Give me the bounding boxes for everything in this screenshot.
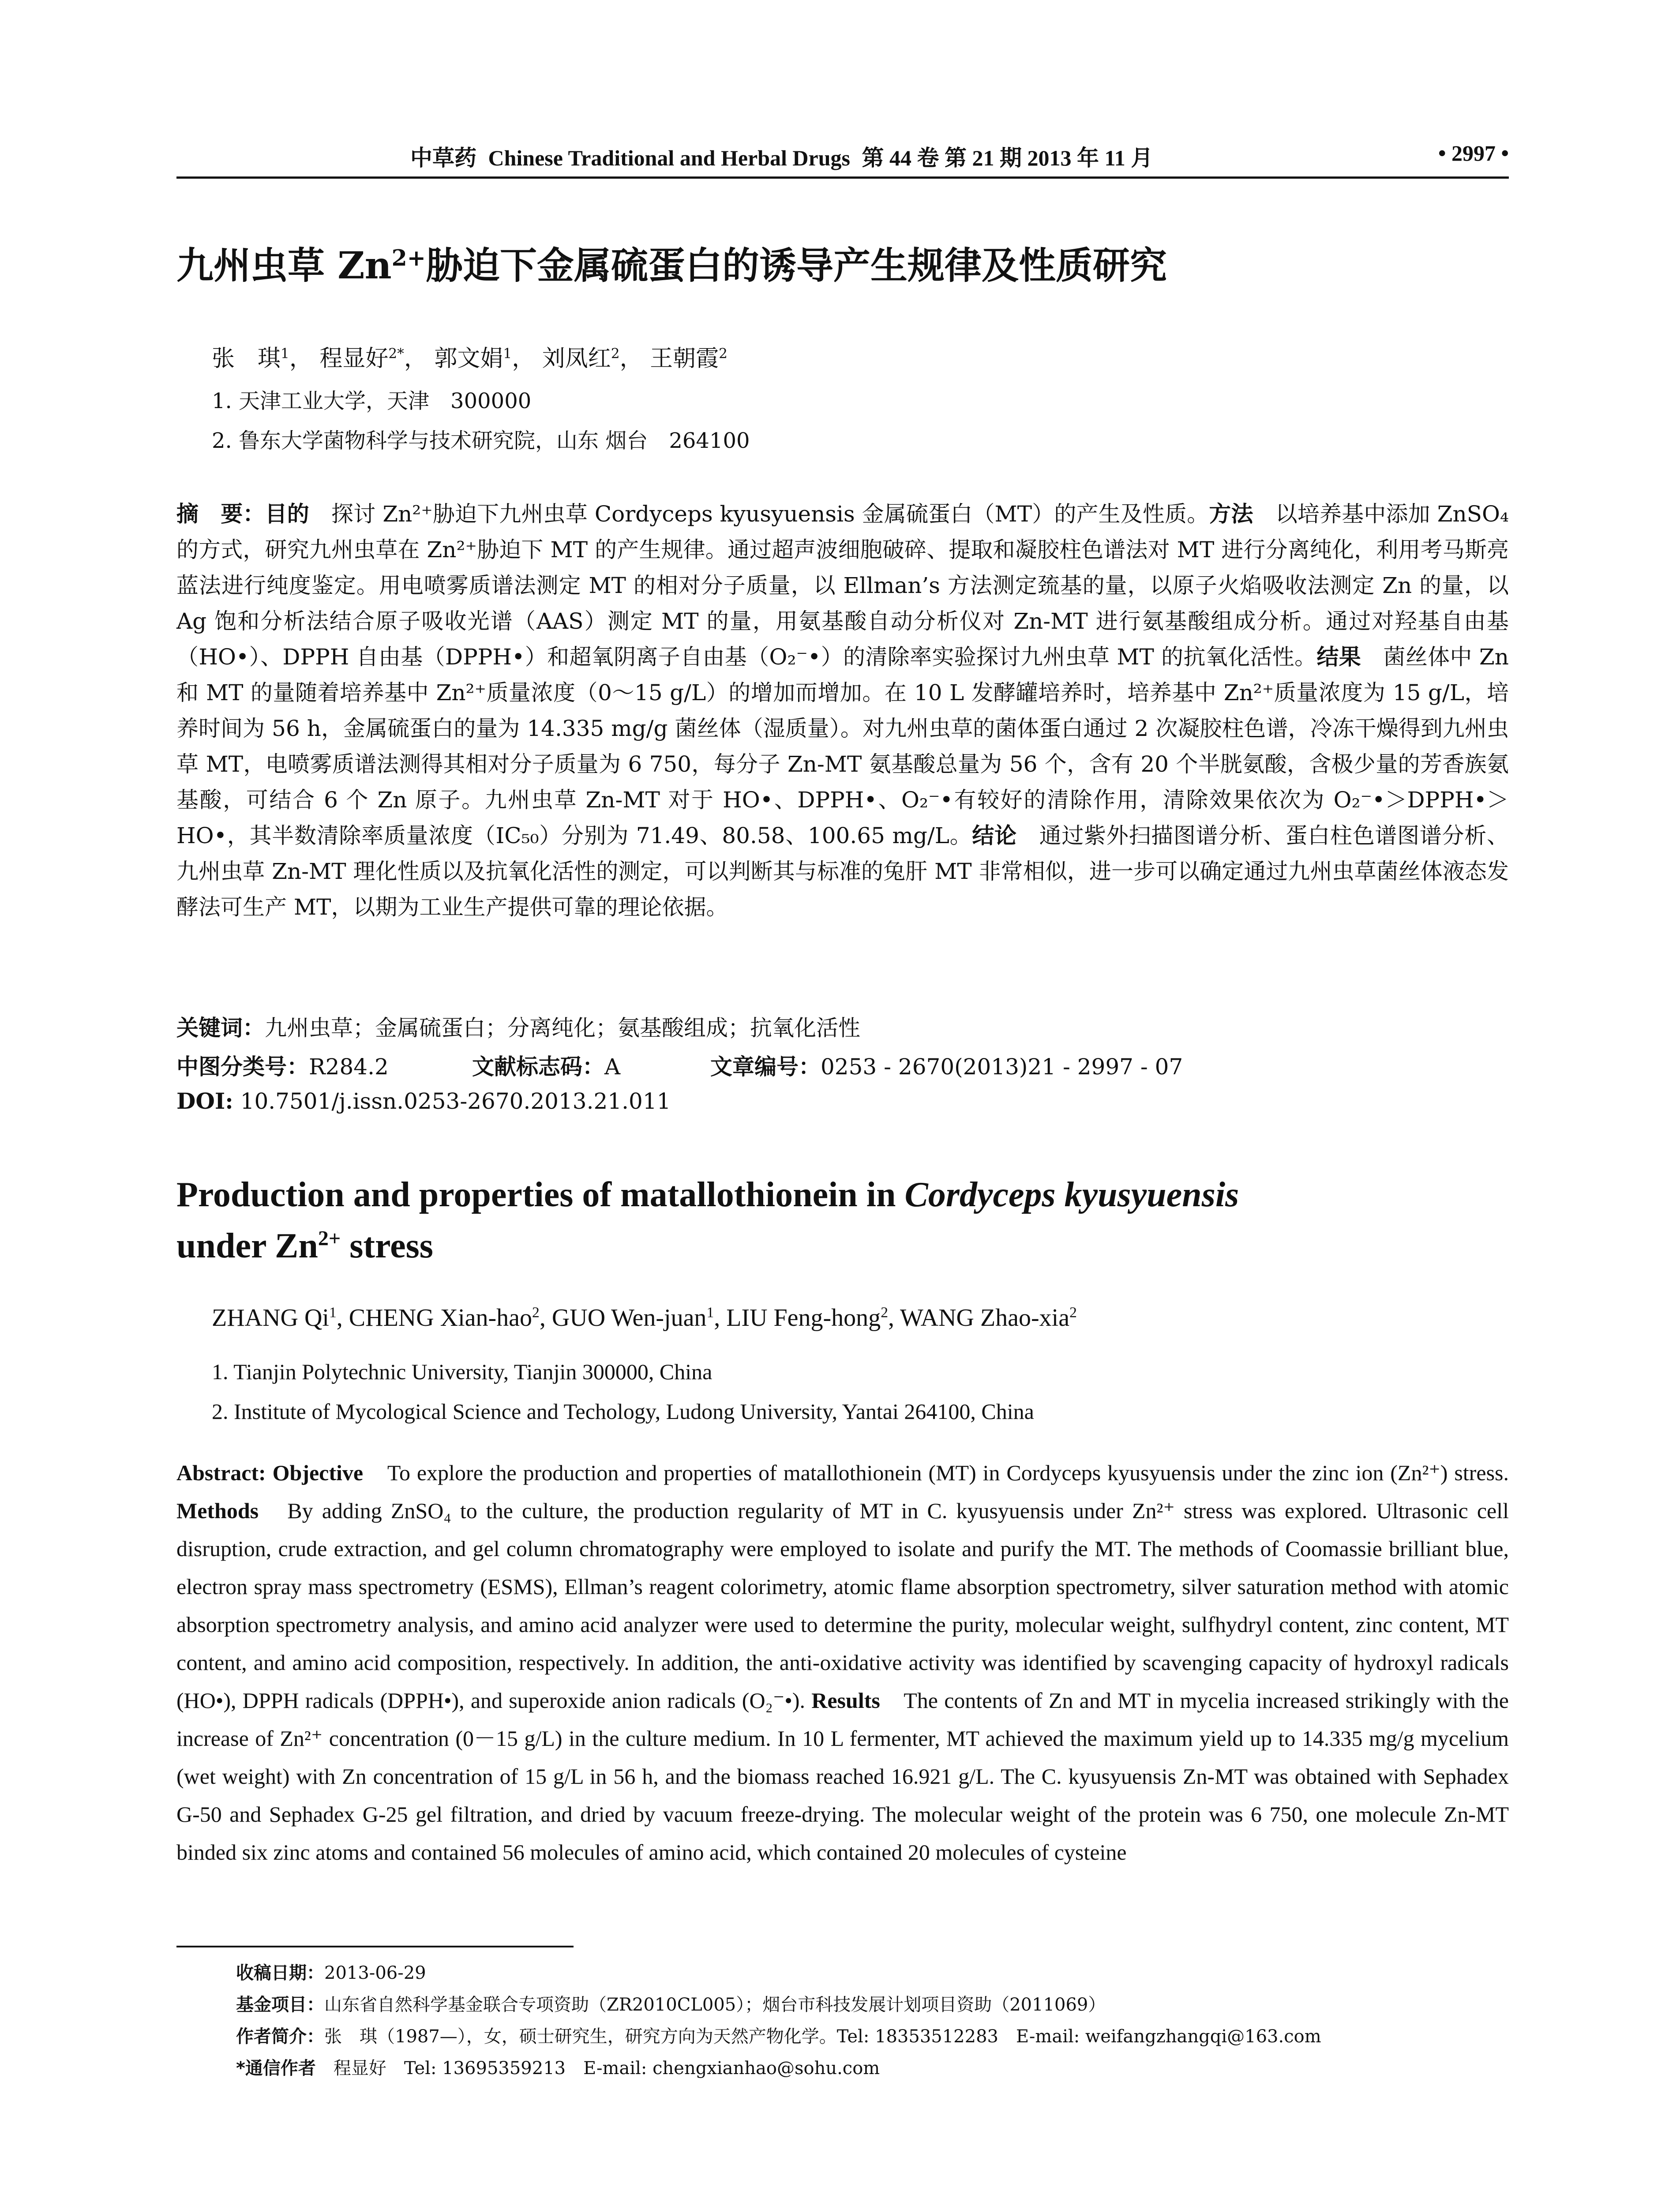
- footnote-label: 基金项目：: [236, 1995, 324, 2015]
- results-en-label: Results: [811, 1688, 880, 1713]
- author-mark: 2: [532, 1304, 540, 1321]
- keywords-text: 九州虫草；金属硫蛋白；分离纯化；氨基酸组成；抗氧化活性: [265, 1015, 860, 1041]
- abstract-en: [176, 1454, 1509, 1871]
- title-cn-post: 胁迫下金属硫蛋白的诱导产生规律及性质研究: [425, 244, 1167, 287]
- footnote-text: 山东省自然科学基金联合专项资助（ZR2010CL005）；烟台市科技发展计划项目资助（2011069）: [324, 1995, 1106, 2015]
- title-cn-pre: 九州虫草 Zn: [176, 244, 392, 287]
- footnote-funding: [236, 1991, 1106, 2016]
- journal-info: [410, 140, 1153, 172]
- classification: [176, 1049, 1509, 1081]
- doc-label: 文献标志码：: [472, 1054, 604, 1080]
- methods-text: 以培养基中添加 ZnSO₄ 的方式，研究九州虫草在 Zn²⁺胁迫下 MT 的产生规律。通过超声波细胞破碎、提取和凝胶柱色谱法对 MT 进行分离纯化，利用考马斯亮蓝法进行纯度鉴定。用电喷雾质谱法测定 MT 的相对分子质量，以 Ellman’s 方法测定巯基的量，以原子火焰吸收法测定 Zn 的量，以 Ag 饱和分析法结合原子吸收光谱（AAS）测定 MT 的量，用氨基酸自动分析仪对 Zn-MT 进行氨基酸组成分析。通过对羟基自由基（HO•）、DPPH 自由基（DPPH•）和超氧阴离子自由基（O₂⁻•）的清除率实验探讨九州虫草 MT 的抗氧化活性。: [176, 501, 1509, 670]
- footnote-text: 张 琪（1987—），女，硕士研究生，研究方向为天然产物化学。Tel: 18353512283 E-mail: weifangzhangqi@163.com: [324, 2026, 1321, 2047]
- article-value: 0253 - 2670(2013)21 - 2997 - 07: [821, 1054, 1183, 1080]
- author-cn: 刘凤红: [542, 345, 611, 372]
- author-mark: 2: [881, 1304, 888, 1321]
- affiliation-en-2: 2. Institute of Mycological Science and Techology, Ludong University, Yantai 264100, China: [212, 1399, 1034, 1424]
- author-mark: 1: [503, 345, 512, 362]
- title-en-sup: 2+: [318, 1227, 341, 1250]
- author-cn: 王朝霞: [650, 345, 719, 372]
- page-number: • 2997 •: [1438, 141, 1509, 165]
- author-en: CHENG Xian-hao: [349, 1304, 532, 1332]
- objective-en-text: To explore the production and properties of matallothionein (MT) in Cordyceps kyusyuensis under the zinc ion (Zn²⁺) stress.: [363, 1460, 1509, 1485]
- results-label: 结果: [1316, 644, 1361, 670]
- authors-en: ZHANG Qi$^1$, CHENG Xian-hao$^2$, GUO Wen-juan$^1$, LIU Feng-hong$^2$, WANG Zhao-xia$^2$: [212, 1304, 1077, 1332]
- author-cn: 程显好: [319, 345, 389, 372]
- author-mark: 2: [611, 345, 620, 362]
- running-header: [176, 140, 1509, 173]
- title-cn: [176, 236, 1509, 289]
- conclusion-text: 通过紫外扫描图谱分析、蛋白柱色谱图谱分析、九州虫草 Zn-MT 理化性质以及抗氧化活性的测定，可以判断其与标准的兔肝 MT 非常相似，进一步可以确定通过九州虫草菌丝体液态发酵法可生产 MT，以期为工业生产提供可靠的理论依据。: [176, 823, 1509, 920]
- methods-label: 方法: [1209, 501, 1253, 527]
- footnote-text: 2013-06-29: [324, 1963, 426, 1983]
- author-mark: 1: [281, 345, 289, 362]
- author-mark: 1: [706, 1304, 714, 1321]
- footnote-correspondence: [236, 2054, 880, 2079]
- doi-label: DOI:: [176, 1088, 233, 1114]
- author-cn: 郭文娟: [434, 345, 503, 372]
- title-cn-sup: 2+: [391, 245, 426, 271]
- affiliation-cn-1: 1. 天津工业大学，天津 300000: [212, 389, 532, 413]
- keywords-label: 关键词：: [176, 1015, 265, 1041]
- issue-info: 第 44 卷 第 21 期 2013 年 11 月: [862, 146, 1153, 170]
- journal-name-cn: 中草药: [410, 146, 476, 170]
- footnote-label: *通信作者: [236, 2058, 316, 2078]
- doi: [176, 1088, 671, 1114]
- methods-en-label: Methods: [176, 1498, 259, 1523]
- title-en-line1: Production and properties of matallothionein in: [176, 1175, 905, 1214]
- abstract-cn: [176, 496, 1509, 925]
- keywords: [176, 1010, 1509, 1042]
- author-en: LIU Feng-hong: [726, 1304, 881, 1332]
- footnote-label: 作者简介：: [236, 2026, 324, 2047]
- results-en-text: The contents of Zn and MT in mycelia increased strikingly with the increase of Zn²⁺ concentration (0－15 g/L) in the culture medium. In 10 L fermenter, MT achieved the maximum yield up to 14.335 mg/g mycelium (wet weight) with Zn concentration of 15 g/L in 56 h, and the biomass reached 16.921 g/L. The C. kyusyuensis Zn-MT was obtained with Sephadex G-50 and Sephadex G-25 gel filtration, and dried by vacuum freeze-drying. The molecular weight of the protein was 6 750, one molecule Zn-MT binded six zinc atoms and contained 56 molecules of amino acid, which contained 20 molecules of cysteine: [176, 1688, 1509, 1865]
- doc-value: A: [604, 1054, 621, 1080]
- header-rule: [176, 176, 1509, 179]
- title-en: [176, 1169, 1509, 1272]
- footnote-label: 收稿日期：: [236, 1963, 324, 1983]
- footnote-received: [236, 1959, 426, 1984]
- conclusion-label: 结论: [972, 823, 1017, 848]
- author-en: WANG Zhao-xia: [900, 1304, 1070, 1332]
- author-en: ZHANG Qi: [212, 1304, 329, 1332]
- author-mark: 2*: [388, 345, 404, 362]
- clc-label: 中图分类号：: [176, 1054, 309, 1080]
- title-en-line2-end: stress: [341, 1227, 433, 1265]
- title-en-line2: under Zn: [176, 1227, 318, 1265]
- abstract-cn-label: 摘 要：: [176, 501, 265, 527]
- affiliation-cn-2: 2. 鲁东大学菌物科学与技术研究院，山东 烟台 264100: [212, 428, 750, 453]
- article-label: 文章编号：: [710, 1054, 821, 1080]
- author-mark: 1: [329, 1304, 337, 1321]
- objective-text: 探讨 Zn²⁺胁迫下九州虫草 Cordyceps kyusyuensis 金属硫蛋白（MT）的产生及性质。: [309, 501, 1209, 527]
- journal-name-en: Chinese Traditional and Herbal Drugs: [488, 146, 850, 170]
- doi-value: 10.7501/j.issn.0253-2670.2013.21.011: [233, 1088, 671, 1114]
- footnote-author-bio: [236, 2022, 1321, 2048]
- results-text: 菌丝体中 Zn 和 MT 的量随着培养基中 Zn²⁺质量浓度（0～15 g/L）的增加而增加。在 10 L 发酵罐培养时，培养基中 Zn²⁺质量浓度为 15 g/L，培养时间为 56 h，金属硫蛋白的量为 14.335 mg/g 菌丝体（湿质量）。对九州虫草的菌体蛋白通过 2 次凝胶柱色谱，冷冻干燥得到九州虫草 MT，电喷雾质谱法测得其相对分子质量为 6 750，每分子 Zn-MT 氨基酸总量为 56 个，含有 20 个半胱氨酸，含极少量的芳香族氨基酸，可结合 6 个 Zn 原子。九州虫草 Zn-MT 对于 HO•、DPPH•、O₂⁻•有较好的清除作用，清除效果依次为 O₂⁻•＞DPPH•＞HO•，其半数清除率质量浓度（IC₅₀）分别为 71.49、80.58、100.65 mg/L。: [176, 644, 1509, 848]
- authors-cn: 张 琪$^1$， 程显好$^{2*}$， 郭文娟$^1$， 刘凤红$^2$， 王朝霞$^2$: [212, 345, 728, 372]
- methods-en-text: By adding ZnSO₄ to the culture, the production regularity of MT in C. kyusyuensis under Zn²⁺ stress was explored. Ultrasonic cell disruption, crude extraction, and gel column chromatography were employed to isolate and purify the MT. The methods of Coomassie brilliant blue, electron spray mass spectrometry (ESMS), Ellman’s reagent colorimetry, atomic flame absorption spectrometry, silver saturation method with atomic absorption spectrometry analysis, and amino acid analyzer were used to determine the purity, molecular weight, sulfhydryl content, zinc content, MT content, and amino acid composition, respectively. In addition, the anti-oxidative activity was identified by scavenging capacity of hydroxyl radicals (HO•), DPPH radicals (DPPH•), and superoxide anion radicals (O₂⁻•).: [176, 1498, 1509, 1713]
- affiliation-en-1: 1. Tianjin Polytechnic University, Tianjin 300000, China: [212, 1359, 712, 1384]
- footnote-text: 程显好 Tel: 13695359213 E-mail: chengxianhao@sohu.com: [315, 2058, 880, 2078]
- author-cn: 张 琪: [212, 345, 281, 372]
- author-mark: 2: [719, 345, 728, 362]
- title-en-species: Cordyceps kyusyuensis: [904, 1175, 1239, 1214]
- abstract-en-label: Abstract: Objective: [176, 1460, 364, 1485]
- objective-label: 目的: [265, 501, 309, 527]
- footnote-rule: [176, 1946, 574, 1947]
- author-en: GUO Wen-juan: [551, 1304, 707, 1332]
- author-mark: 2: [1069, 1304, 1077, 1321]
- clc-value: R284.2: [309, 1054, 389, 1080]
